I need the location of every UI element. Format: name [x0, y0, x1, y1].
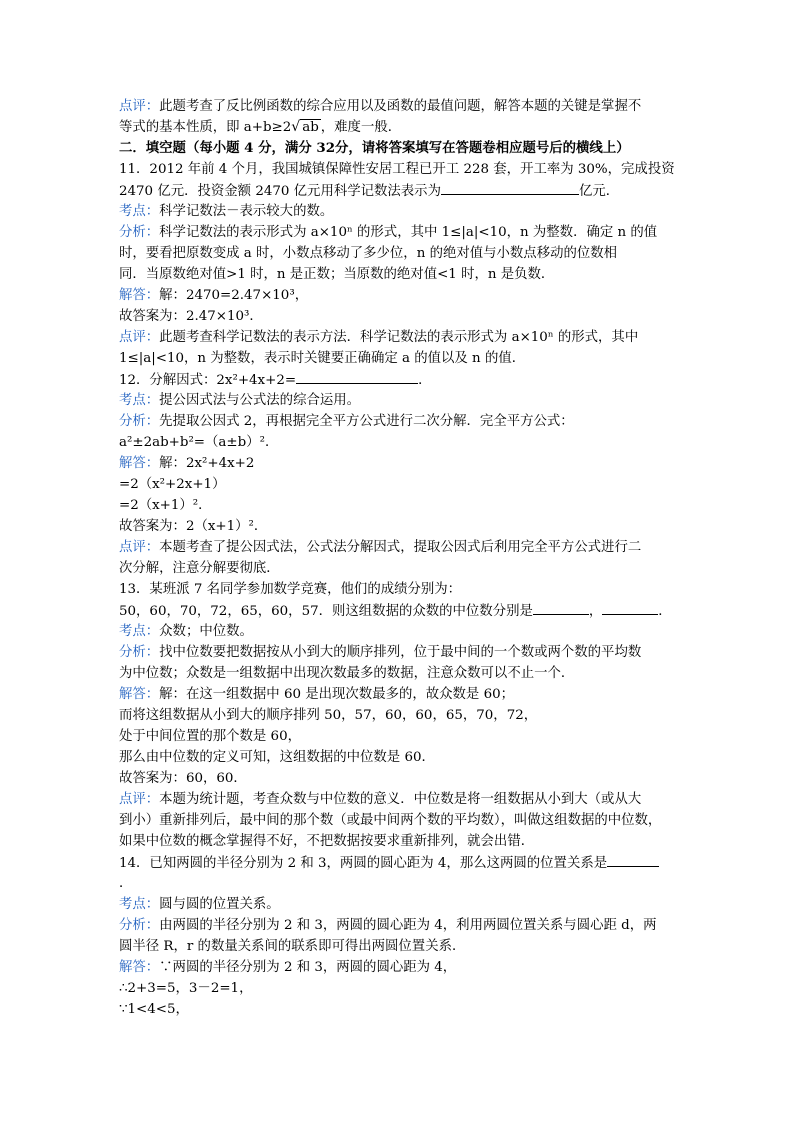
text: 先提取公因式 2，再根据完全平方公式进行二次分解．完全平方公式：: [159, 414, 574, 429]
text: 本题为统计题，考查众数与中位数的意义．中位数是将一组数据从小到大（或从大: [159, 792, 642, 807]
comment-label: 点评：: [119, 330, 160, 345]
text: ，难度一般．: [320, 120, 402, 135]
text: 2470 亿元．投资金额 2470 亿元用科学记数法表示为: [119, 184, 441, 199]
q13-question-line-1: 13．某班派 7 名同学参加数学竞赛，他们的成绩分别为：: [119, 582, 462, 597]
answer-label: 解答：: [119, 687, 160, 702]
text: ．: [658, 604, 672, 619]
prev-comment-line-2: [119, 117, 679, 138]
q12-answer-line-4: 故答案为：2（x+1）²．: [119, 519, 268, 534]
text: 提公因式法与公式法的综合运用。: [159, 393, 361, 408]
q13-comment-line-3: 如果中位数的概念掌握得不好，不把数据按要求重新排列，就会出错．: [119, 834, 535, 849]
q12-answer-line-1: [119, 453, 679, 474]
analysis-label: 分析：: [119, 918, 160, 933]
text: 亿元．: [578, 184, 620, 199]
q11-answer-line-2: 故答案为：2.47×10³．: [119, 309, 263, 324]
q14-analysis-line-1: [119, 915, 679, 936]
q14-answer-line-3: ∵1<4<5，: [119, 1002, 189, 1017]
comment-label: 点评：: [119, 792, 160, 807]
sqrt-expression: [291, 117, 320, 138]
comment-label: 点评：: [119, 99, 160, 114]
text: 科学记数法－表示较大的数。: [159, 204, 334, 219]
q14-question-line-2: ．: [119, 876, 133, 891]
answer-label: 解答：: [119, 960, 160, 975]
q11-analysis-line-1: [119, 222, 679, 243]
q14-question-line-1: [119, 852, 679, 873]
answer-label: 解答：: [119, 456, 160, 471]
radical-icon: √: [291, 119, 301, 135]
q13-comment-line-2: 到小）重新排列后，最中间的那个数（或最中间两个数的平均数），叫做这组数据的中位数，: [119, 813, 662, 828]
point-label: 考点：: [119, 624, 160, 639]
q11-question-line-1: 11．2012 年前 4 个月，我国城镇保障性安居工程已开工 228 套，开工率为 30%，完成投资: [119, 162, 675, 177]
q13-point: [119, 621, 679, 642]
q12-point: [119, 390, 679, 411]
q12-analysis-line-2: a²±2ab+b²=（a±b）²．: [119, 435, 279, 450]
analysis-label: 分析：: [119, 645, 160, 660]
q13-answer-line-5: 故答案为：60，60．: [119, 771, 247, 786]
q14-point: [119, 894, 679, 915]
q14-answer-line-2: ∴2+3=5，3－2=1，: [119, 981, 253, 996]
text: 此题考查科学记数法的表示方法．科学记数法的表示形式为 a×10ⁿ 的形式，其中: [159, 330, 639, 345]
text: ∵两圆的半径分别为 2 和 3，两圆的圆心距为 4，: [159, 960, 457, 975]
document-page: [0, 96, 794, 1020]
q11-comment-line-2: 1≤|a|<10，n 为整数，表示时关键要正确确定 a 的值以及 n 的值．: [119, 351, 526, 366]
text: 等式的基本性质，即 a+b≥2: [119, 120, 292, 135]
q12-analysis-line-1: [119, 411, 679, 432]
q13-question-line-2: [119, 600, 679, 621]
q13-analysis-line-1: [119, 642, 679, 663]
q12-answer-line-3: =2（x+1）²．: [119, 498, 212, 513]
q13-comment-line-1: [119, 789, 679, 810]
q13-answer-line-4: 那么由中位数的定义可知，这组数据的中位数是 60．: [119, 750, 435, 765]
q12-comment-line-2: 次分解，注意分解要彻底．: [119, 561, 280, 576]
analysis-label: 分析：: [119, 225, 160, 240]
text: ，: [588, 604, 603, 619]
text: 众数；中位数。: [159, 624, 253, 639]
text: 解：2470=2.47×10³，: [159, 288, 309, 303]
q13-analysis-line-2: 为中位数；众数是一组数据中出现次数最多的数据，注意众数可以不止一个．: [119, 666, 575, 681]
answer-label: 解答：: [119, 288, 160, 303]
comment-label: 点评：: [119, 540, 160, 555]
q14-analysis-line-2: 圆半径 R，r 的数量关系间的联系即可得出两圆位置关系．: [119, 939, 466, 954]
q11-comment-line-1: [119, 327, 679, 348]
text: 圆与圆的位置关系。: [159, 897, 280, 912]
q13-answer-line-2: 而将这组数据从小到大的顺序排列 50，57，60，60，65，70，72，: [119, 708, 538, 723]
text: 12．分解因式：2x²+4x+2=: [119, 373, 297, 388]
text: ．: [418, 373, 432, 388]
text: 找中位数要把数据按从小到大的顺序排列，位于最中间的一个数或两个数的平均数: [159, 645, 642, 660]
text: 解：在这一组数据中 60 是出现次数最多的，故众数是 60；: [159, 687, 515, 702]
q11-answer-line-1: [119, 285, 679, 306]
answer-blank: [607, 852, 659, 867]
q11-analysis-line-2: 时，要看把原数变成 a 时，小数点移动了多少位，n 的绝对值与小数点移动的位数相: [119, 246, 618, 261]
answer-blank: [441, 180, 579, 195]
text: 14．已知两圆的半径分别为 2 和 3，两圆的圆心距为 4，那么这两圆的位置关系是: [119, 856, 608, 871]
point-label: 考点：: [119, 393, 160, 408]
text: 由两圆的半径分别为 2 和 3，两圆的圆心距为 4，利用两圆位置关系与圆心距 d，两: [159, 918, 657, 933]
q12-question: [119, 369, 679, 390]
text: 解：2x²+4x+2: [159, 456, 255, 471]
q13-answer-line-3: 处于中间位置的那个数是 60，: [119, 729, 301, 744]
q12-comment-line-1: [119, 537, 679, 558]
point-label: 考点：: [119, 897, 160, 912]
answer-blank-1: [533, 600, 589, 615]
text: 本题考查了提公因式法，公式法分解因式，提取公因式后利用完全平方公式进行二: [159, 540, 642, 555]
q14-answer-line-1: [119, 957, 679, 978]
q11-analysis-line-3: 同．当原数绝对值>1 时，n 是正数；当原数的绝对值<1 时，n 是负数．: [119, 267, 555, 282]
q11-point: [119, 201, 679, 222]
radicand: ab: [302, 120, 319, 135]
text: 此题考查了反比例函数的综合应用以及函数的最值问题，解答本题的关键是掌握不: [159, 99, 642, 114]
answer-blank: [296, 369, 418, 384]
q11-question-line-2: [119, 180, 679, 201]
q13-answer-line-1: [119, 684, 679, 705]
analysis-label: 分析：: [119, 414, 160, 429]
section-title: 二．填空题（每小题 4 分，满分 32分，请将答案填写在答题卷相应题号后的横线上）: [119, 140, 630, 156]
text: 科学记数法的表示形式为 a×10ⁿ 的形式，其中 1≤|a|<10，n 为整数．确定 n 的值: [159, 225, 658, 240]
point-label: 考点：: [119, 204, 160, 219]
prev-comment-line-1: [119, 96, 679, 117]
answer-blank-2: [602, 600, 658, 615]
q12-answer-line-2: =2（x²+2x+1）: [119, 477, 226, 492]
text: 50，60，70，72，65，60，57．则这组数据的众数的中位数分别是: [119, 604, 533, 619]
